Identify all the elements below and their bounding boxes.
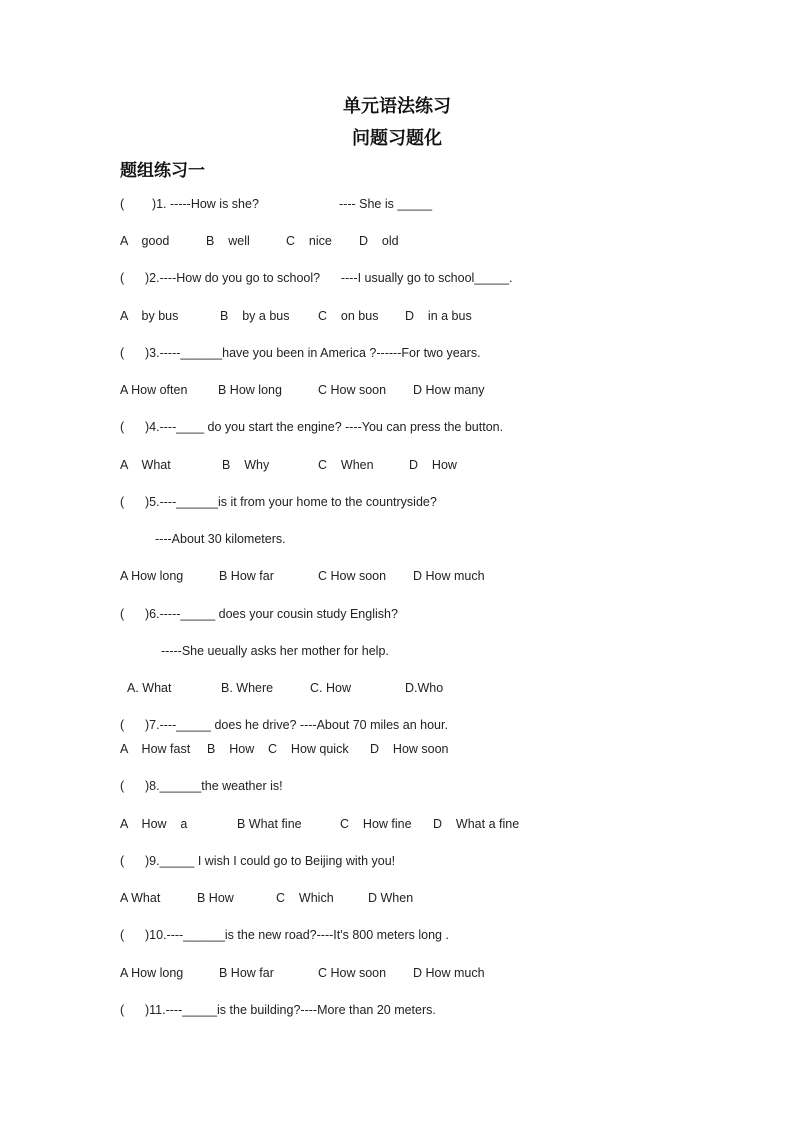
question-2-option-a: A by bus bbox=[120, 309, 179, 323]
question-7-option-d: D How soon bbox=[370, 742, 449, 756]
question-5-option-a: A How long bbox=[120, 569, 184, 583]
question-1-stem: ( )1. -----How is she? bbox=[120, 197, 259, 211]
question-8-option-c: C How fine bbox=[340, 817, 412, 831]
question-6-followup: -----She ueually asks her mother for help. bbox=[161, 644, 389, 658]
question-7-option-a: A How fast bbox=[120, 742, 191, 756]
question-10-option-d: D How much bbox=[413, 966, 485, 980]
question-2-stem: ( )2.----How do you go to school? ----I usually go to school_____. bbox=[120, 271, 513, 285]
question-7-stem: ( )7.----_____ does he drive? ----About 70 miles an hour. bbox=[120, 718, 448, 732]
question-3-option-d: D How many bbox=[413, 383, 485, 397]
question-1-option-b: B well bbox=[206, 234, 250, 248]
question-2-option-b: B by a bus bbox=[220, 309, 290, 323]
question-1-option-d: D old bbox=[359, 234, 399, 248]
question-1-answer-line: ---- She is _____ bbox=[339, 197, 433, 211]
question-3-option-b: B How long bbox=[218, 383, 282, 397]
page-title: 单元语法练习 bbox=[343, 96, 451, 117]
question-4-stem: ( )4.----____ do you start the engine? ----You can press the button. bbox=[120, 420, 504, 434]
question-4-option-c: C When bbox=[318, 458, 374, 472]
question-6-option-c: C. How bbox=[310, 681, 351, 695]
question-10-stem: ( )10.----______is the new road?----It's 800 meters long . bbox=[120, 928, 449, 942]
question-2-option-c: C on bus bbox=[318, 309, 379, 323]
question-9-option-c: C Which bbox=[276, 891, 334, 905]
section-heading: 题组练习一 bbox=[120, 161, 205, 181]
question-10-option-b: B How far bbox=[219, 966, 274, 980]
question-8-option-a: A How a bbox=[120, 817, 188, 831]
page-subtitle: 问题习题化 bbox=[352, 128, 442, 149]
question-5-option-b: B How far bbox=[219, 569, 274, 583]
question-1-option-c: C nice bbox=[286, 234, 332, 248]
question-8-option-b: B What fine bbox=[237, 817, 302, 831]
question-4-option-d: D How bbox=[409, 458, 457, 472]
question-2-option-d: D in a bus bbox=[405, 309, 472, 323]
question-5-option-d: D How much bbox=[413, 569, 485, 583]
question-10-option-a: A How long bbox=[120, 966, 184, 980]
question-5-followup: ----About 30 kilometers. bbox=[155, 532, 286, 546]
question-4-option-a: A What bbox=[120, 458, 171, 472]
question-5-option-c: C How soon bbox=[318, 569, 387, 583]
question-9-option-b: B How bbox=[197, 891, 234, 905]
question-6-option-a: A. What bbox=[127, 681, 172, 695]
question-7-option-c: C How quick bbox=[268, 742, 349, 756]
question-3-stem: ( )3.-----______have you been in America ?------For two years. bbox=[120, 346, 481, 360]
question-5-stem: ( )5.----______is it from your home to the countryside? bbox=[120, 495, 437, 509]
question-3-option-a: A How often bbox=[120, 383, 188, 397]
question-10-option-c: C How soon bbox=[318, 966, 387, 980]
question-7-option-b: B How bbox=[207, 742, 255, 756]
question-6-option-d: D.Who bbox=[405, 681, 444, 695]
question-6-stem: ( )6.-----_____ does your cousin study English? bbox=[120, 607, 398, 621]
question-11-stem: ( )11.----_____is the building?----More than 20 meters. bbox=[120, 1003, 436, 1017]
question-3-option-c: C How soon bbox=[318, 383, 387, 397]
question-6-option-b: B. Where bbox=[221, 681, 274, 695]
question-9-option-d: D When bbox=[368, 891, 414, 905]
question-8-option-d: D What a fine bbox=[433, 817, 520, 831]
question-4-option-b: B Why bbox=[222, 458, 270, 472]
question-9-option-a: A What bbox=[120, 891, 161, 905]
question-9-stem: ( )9._____ I wish I could go to Beijing with you! bbox=[120, 854, 396, 868]
question-1-option-a: A good bbox=[120, 234, 170, 248]
question-8-stem: ( )8.______the weather is! bbox=[120, 779, 283, 793]
